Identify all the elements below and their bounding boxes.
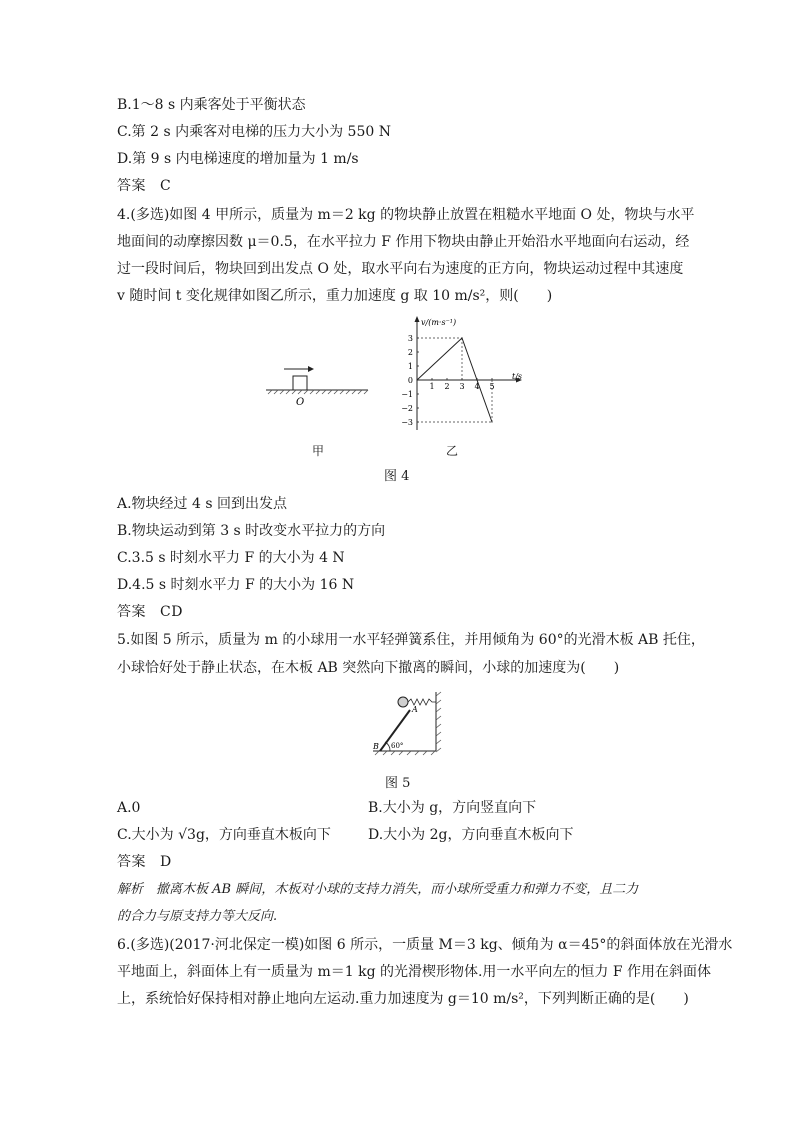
angle-label: 60° — [391, 742, 404, 750]
q4-option-a: A.物块经过 4 s 回到出发点 — [117, 496, 288, 512]
x-tick-label: 2 — [444, 382, 450, 391]
q5-answer — [117, 852, 172, 872]
q4-stem-line-1: 4.(多选)如图 4 甲所示，质量为 m＝2 kg 的物块静止放置在粗糙水平地面 O 处，物块与水平 — [117, 207, 695, 223]
fig4-left-diagram — [262, 360, 374, 410]
data-point — [491, 421, 492, 422]
x-axis-label: t/s — [512, 372, 523, 381]
q6-stem-line-2: 平地面上，斜面体上有一质量为 m＝1 kg 的光滑楔形物体.用一水平向左的恒力 F 作用在斜面体 — [117, 964, 712, 980]
q5-stem-line-1: 5.如图 5 所示，质量为 m 的小球用一水平轻弹簧系住，并用倾角为 60°的光滑木板 AB 托住， — [117, 632, 705, 648]
y-tick-label: −3 — [401, 418, 413, 427]
q4-option-d: D.4.5 s 时刻水平力 F 的大小为 16 N — [117, 577, 355, 593]
fig4-caption: 图 4 — [384, 469, 410, 484]
q4-stem-line-3: 过一段时间后，物块回到出发点 O 处，取水平向右为速度的正方向，物块运动过程中其速度 — [117, 261, 684, 277]
y-tick-label: −2 — [401, 404, 413, 413]
y-tick-label: 3 — [407, 334, 413, 343]
fig4-right-caption: 乙 — [446, 444, 459, 458]
q5-option-c: C.大小为 √3g，方向垂直木板向下 — [117, 827, 331, 843]
q5-option-a: A.0 — [117, 800, 141, 816]
q5-analysis-line-2: 的合力与原支持力等大反向. — [117, 909, 278, 924]
q4-option-b: B.物块运动到第 3 s 时改变水平拉力的方向 — [117, 523, 386, 539]
label-a: A — [412, 705, 418, 714]
wall-hatching — [436, 692, 441, 752]
fig5-caption: 图 5 — [385, 776, 411, 791]
q6-stem-line-3: 上，系统恰好保持相对静止地向左运动.重力加速度为 g＝10 m/s²，下列判断正确的是( ) — [117, 991, 689, 1007]
answer-label: 答案 — [117, 604, 146, 620]
q3-option-b: B.1～8 s 内乘客处于平衡状态 — [117, 97, 306, 113]
data-point — [476, 379, 477, 380]
point-o-label: O — [296, 397, 305, 408]
q4-answer — [117, 602, 183, 622]
y-tick-label: 0 — [407, 376, 413, 385]
q6-stem-line-1: 6.(多选)(2017·河北保定一模)如图 6 所示，一质量 M＝3 kg、倾角为 α＝45°的斜面体放在光滑水 — [117, 937, 733, 953]
fig4-left-caption: 甲 — [312, 444, 325, 458]
q4-stem-line-2: 地面间的动摩擦因数 μ＝0.5，在水平拉力 F 作用下物块由静止开始沿水平地面向右运动，经 — [117, 234, 690, 250]
y-tick-label: 1 — [407, 362, 413, 371]
data-point — [461, 337, 462, 338]
q4-stem-line-4: v 随时间 t 变化规律如图乙所示，重力加速度 g 取 10 m/s²，则( ) — [117, 288, 553, 304]
q5-analysis-line-1: 解析 撤离木板 AB 瞬间，木板对小球的支持力消失，而小球所受重力和弹力不变，且二力 — [117, 882, 639, 897]
x-tick-label: 5 — [489, 382, 495, 391]
q3-option-d: D.第 9 s 内电梯速度的增加量为 1 m/s — [117, 151, 359, 167]
x-tick-label: 3 — [459, 382, 465, 391]
fig5-diagram — [370, 688, 445, 758]
ground-hatching — [268, 390, 368, 394]
q3-option-c: C.第 2 s 内乘客对电梯的压力大小为 550 N — [117, 124, 391, 140]
ball — [398, 697, 408, 707]
block — [293, 376, 307, 390]
q5-option-d: D.大小为 2g，方向垂直木板向下 — [368, 827, 574, 843]
force-arrow-head — [308, 366, 314, 372]
q5-stem-line-2: 小球恰好处于静止状态，在木板 AB 突然向下撤离的瞬间，小球的加速度为( ) — [117, 660, 620, 676]
q3-answer — [117, 176, 171, 196]
answer-label: 答案 — [117, 178, 146, 194]
floor-hatching — [375, 751, 435, 755]
graph-axes — [415, 316, 523, 430]
label-b: B — [373, 742, 379, 751]
y-axis-label: v/(m·s⁻¹) — [421, 318, 457, 327]
fig4-vt-graph — [395, 313, 535, 433]
answer-value: CD — [160, 604, 183, 620]
data-point — [416, 379, 417, 380]
y-tick-label: 2 — [407, 348, 413, 357]
x-tick-label: 4 — [474, 382, 480, 391]
x-tick-label: 1 — [429, 382, 435, 391]
y-axis-arrow — [415, 316, 420, 322]
answer-value: C — [160, 178, 172, 194]
y-tick-label: −1 — [401, 390, 413, 399]
q5-option-b: B.大小为 g，方向竖直向下 — [368, 800, 537, 816]
q4-option-c: C.3.5 s 时刻水平力 F 的大小为 4 N — [117, 550, 345, 566]
answer-value: D — [160, 854, 172, 870]
answer-label: 答案 — [117, 854, 146, 870]
